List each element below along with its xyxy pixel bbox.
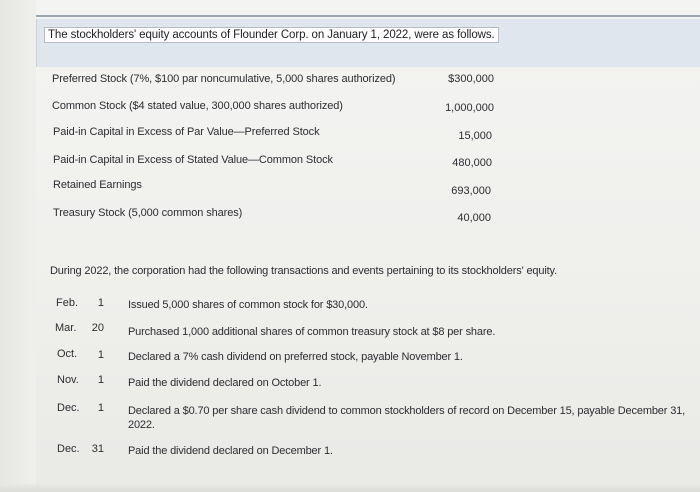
transaction-description: Paid the dividend declared on October 1.: [128, 377, 322, 389]
account-amount: 693,000: [451, 185, 491, 197]
transaction-month: Oct.: [57, 348, 78, 360]
account-label: Common Stock ($4 stated value, 300,000 shares authorized): [52, 100, 343, 112]
transaction-day: 31: [91, 443, 104, 455]
transaction-month: Dec.: [57, 402, 80, 414]
transaction-month: Dec.: [57, 443, 80, 455]
transactions-intro: During 2022, the corporation had the following transactions and events pertaining to its stockholders' equity.: [50, 265, 557, 277]
account-amount: 40,000: [457, 212, 491, 224]
transaction-description: Declared a 7% cash dividend on preferred stock, payable November 1.: [128, 351, 463, 363]
transaction-description: Purchased 1,000 additional shares of common treasury stock at $8 per share.: [128, 326, 496, 338]
page-shadow: [0, 0, 36, 492]
account-label: Paid-in Capital in Excess of Par Value—Preferred Stock: [53, 126, 320, 138]
page-bottom-edge: [0, 484, 700, 492]
account-amount: 15,000: [458, 130, 492, 142]
account-label: Preferred Stock (7%, $100 par noncumulative, 5,000 shares authorized): [52, 73, 396, 85]
transaction-month: Feb.: [56, 297, 79, 309]
transaction-description: Paid the dividend declared on December 1.: [128, 445, 333, 457]
transaction-description: Issued 5,000 shares of common stock for $30,000.: [128, 299, 368, 311]
transaction-month: Mar.: [55, 322, 77, 334]
account-label: Treasury Stock (5,000 common shares): [53, 207, 243, 219]
transaction-day: 1: [97, 349, 104, 361]
transaction-description: Declared a $0.70 per share cash dividend to common stockholders of record on December 15, payable December 31, 2022.: [128, 405, 686, 431]
transaction-day: 1: [97, 297, 104, 309]
account-amount: $300,000: [448, 73, 494, 85]
transaction-month: Nov.: [57, 374, 79, 386]
account-label: Paid-in Capital in Excess of Stated Value—Common Stock: [53, 154, 333, 166]
divider: [36, 15, 700, 17]
transaction-day: 20: [91, 322, 104, 334]
transaction-day: 1: [97, 402, 104, 414]
account-amount: 1,000,000: [445, 102, 494, 114]
account-amount: 480,000: [452, 157, 492, 169]
transaction-day: 1: [97, 374, 104, 386]
problem-title: The stockholders' equity accounts of Flounder Corp. on January 1, 2022, were as follows.: [44, 27, 499, 43]
account-label: Retained Earnings: [53, 179, 142, 191]
